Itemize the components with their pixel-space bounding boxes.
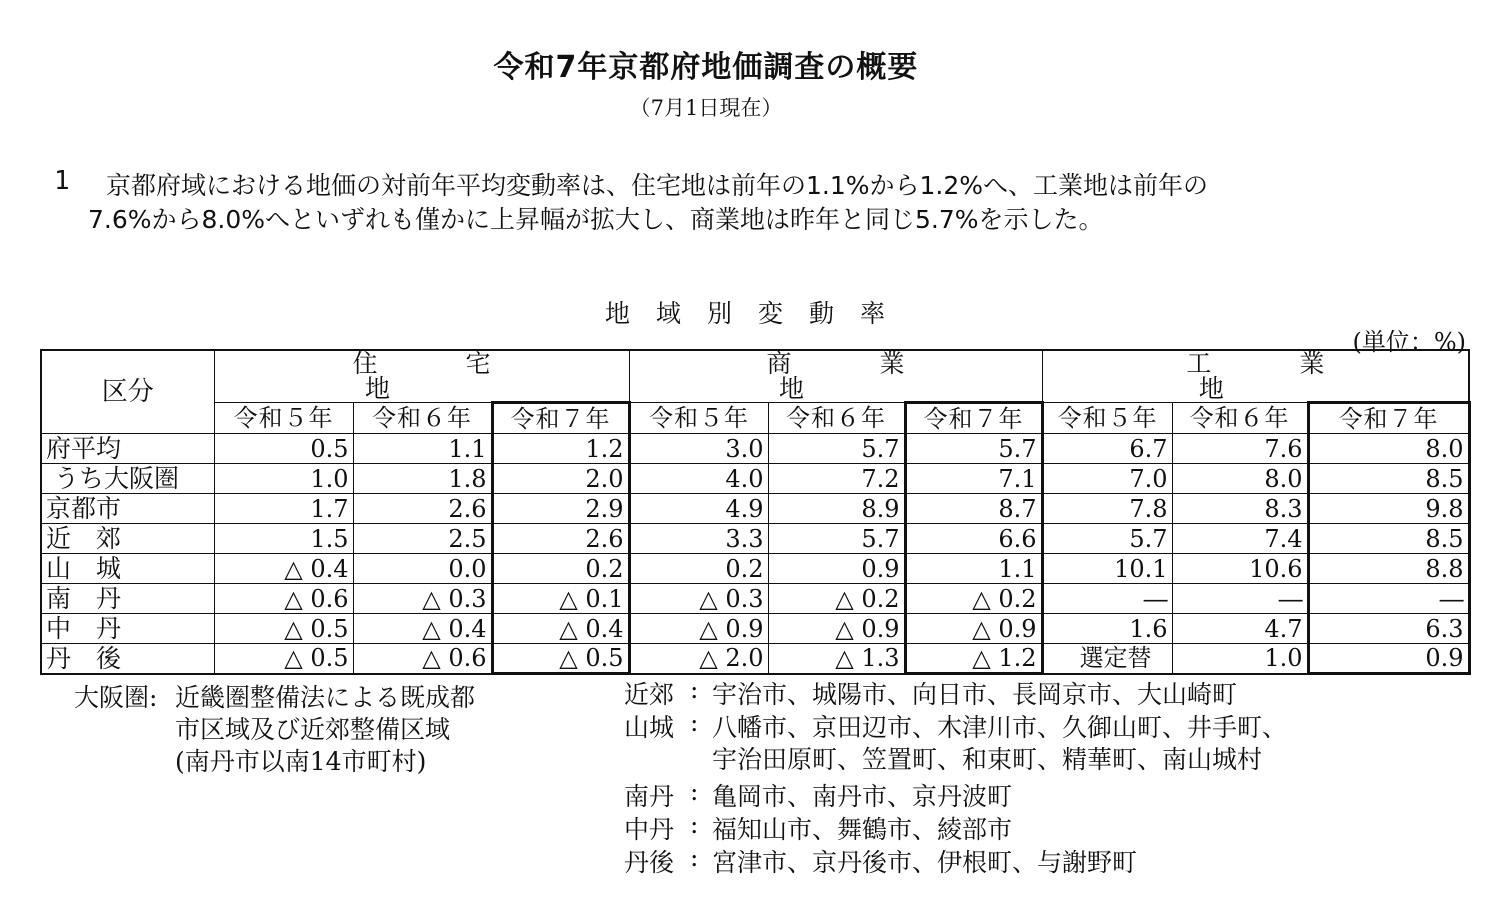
value-cell: 7.0 (1042, 464, 1172, 494)
value-cell: △ 0.4 (353, 614, 492, 644)
osaka-note-label: 大阪圏: (74, 683, 158, 712)
rate-table (40, 349, 1471, 675)
value-cell: 4.9 (629, 494, 768, 524)
year-header: 令和６年 (1172, 403, 1308, 434)
value-cell: 6.6 (905, 524, 1042, 554)
area-colon: : (690, 708, 699, 737)
value-cell: 8.5 (1308, 464, 1469, 494)
value-cell: 0.0 (353, 554, 492, 584)
table-row (41, 584, 1469, 614)
year-header: 令和７年 (492, 403, 629, 434)
summary-number: 1 (54, 166, 70, 196)
year-header: 令和７年 (905, 403, 1042, 434)
page-title: 令和7年京都府地価調査の概要 (493, 50, 919, 85)
area-list-chutan: 福知山市、舞鶴市、綾部市 (712, 815, 1013, 844)
group-header-row (41, 350, 1469, 403)
group-header-residential: 住宅地 (214, 350, 629, 403)
value-cell: △ 0.3 (353, 584, 492, 614)
value-cell: 8.7 (905, 494, 1042, 524)
value-cell: 8.3 (1172, 494, 1308, 524)
value-cell: △ 0.2 (768, 584, 905, 614)
value-cell: 8.5 (1308, 524, 1469, 554)
value-cell: 2.6 (353, 494, 492, 524)
value-cell: 5.7 (905, 434, 1042, 464)
year-header: 令和５年 (1042, 403, 1172, 434)
area-list-tango: 宮津市、京丹後市、伊根町、与謝野町 (712, 848, 1138, 877)
row-label: 山 城 (41, 554, 214, 584)
area-colon: : (690, 810, 699, 839)
group-header-industrial: 工業地 (1042, 350, 1469, 403)
year-header: 令和７年 (1308, 403, 1469, 434)
value-cell: △ 0.5 (492, 644, 629, 674)
value-cell: 10.6 (1172, 554, 1308, 584)
value-cell: 2.6 (492, 524, 629, 554)
area-name-nantan: 南丹 (624, 782, 675, 811)
unit-label: (単位：%) (1352, 328, 1466, 356)
value-cell: △ 0.5 (214, 644, 353, 674)
year-header: 令和５年 (214, 403, 353, 434)
table-title-char: 率 (860, 299, 886, 328)
area-name-tango: 丹後 (624, 848, 675, 877)
row-label: 京都市 (41, 494, 214, 524)
value-cell: △ 0.9 (768, 614, 905, 644)
value-cell: 8.0 (1308, 434, 1469, 464)
value-cell: △ 0.9 (905, 614, 1042, 644)
value-cell: 2.5 (353, 524, 492, 554)
value-cell: 1.8 (353, 464, 492, 494)
value-cell: 6.7 (1042, 434, 1172, 464)
value-cell: 7.4 (1172, 524, 1308, 554)
area-colon: : (690, 843, 699, 872)
corner-cell: 区分 (41, 350, 214, 434)
row-label: 丹 後 (41, 644, 214, 674)
value-cell: 2.0 (492, 464, 629, 494)
value-cell: 7.6 (1172, 434, 1308, 464)
value-cell: △ 0.2 (905, 584, 1042, 614)
table-row (41, 644, 1469, 674)
value-cell: △ 0.1 (492, 584, 629, 614)
value-cell: ― (1172, 584, 1308, 614)
table-row (41, 464, 1469, 494)
table-row (41, 494, 1469, 524)
value-cell: △ 0.9 (629, 614, 768, 644)
summary-line-1: 京都府域における地価の対前年平均変動率は、住宅地は前年の1.1%から1.2%へ、工業地は前年の (106, 171, 1209, 200)
value-cell: △ 0.5 (214, 614, 353, 644)
value-cell: 1.6 (1042, 614, 1172, 644)
area-list-yamashiro: 八幡市、京田辺市、木津川市、久御山町、井手町、 (712, 713, 1288, 742)
value-cell: △ 2.0 (629, 644, 768, 674)
group-header-commercial: 商業地 (629, 350, 1042, 403)
value-cell: 5.7 (768, 524, 905, 554)
table-row (41, 434, 1469, 464)
value-cell: 2.9 (492, 494, 629, 524)
value-cell: 6.3 (1308, 614, 1469, 644)
area-name-chutan: 中丹 (624, 815, 675, 844)
year-header-row (41, 403, 1469, 434)
value-cell: 1.5 (214, 524, 353, 554)
value-cell: 0.5 (214, 434, 353, 464)
value-cell: 7.2 (768, 464, 905, 494)
table-title-char: 別 (706, 299, 732, 328)
year-header: 令和５年 (629, 403, 768, 434)
year-header: 令和６年 (768, 403, 905, 434)
value-cell: 5.7 (1042, 524, 1172, 554)
value-cell: 7.1 (905, 464, 1042, 494)
row-label: 近 郊 (41, 524, 214, 554)
value-cell: 5.7 (768, 434, 905, 464)
value-cell: △ 1.3 (768, 644, 905, 674)
area-name-yamashiro: 山城 (624, 713, 675, 742)
value-cell: 0.2 (492, 554, 629, 584)
area-list-nantan: 亀岡市、南丹市、京丹波町 (712, 782, 1013, 811)
value-cell: △ 0.4 (214, 554, 353, 584)
value-cell: 1.2 (492, 434, 629, 464)
value-cell: 0.2 (629, 554, 768, 584)
value-cell: △ 0.6 (353, 644, 492, 674)
page-subtitle: （7月1日現在） (629, 96, 783, 120)
value-cell: 1.0 (214, 464, 353, 494)
value-cell: 0.9 (1308, 644, 1469, 674)
value-cell: △ 0.3 (629, 584, 768, 614)
value-cell: ― (1308, 584, 1469, 614)
value-cell: 1.0 (1172, 644, 1308, 674)
row-label: 南 丹 (41, 584, 214, 614)
area-list-kinko: 宇治市、城陽市、向日市、長岡京市、大山崎町 (712, 680, 1238, 709)
rate-table-body (41, 350, 1469, 674)
value-cell: 8.8 (1308, 554, 1469, 584)
year-header: 令和６年 (353, 403, 492, 434)
table-title (0, 294, 1490, 330)
table-row (41, 614, 1469, 644)
value-cell: 8.0 (1172, 464, 1308, 494)
value-cell: 8.9 (768, 494, 905, 524)
value-cell: △ 0.6 (214, 584, 353, 614)
value-cell: 1.1 (353, 434, 492, 464)
value-cell: 7.8 (1042, 494, 1172, 524)
osaka-note-line: 近畿圏整備法による既成都 (175, 683, 476, 712)
value-cell: △ 0.4 (492, 614, 629, 644)
value-cell: 4.7 (1172, 614, 1308, 644)
table-title-char: 動 (809, 299, 835, 328)
value-cell: ― (1042, 584, 1172, 614)
value-cell: 0.9 (768, 554, 905, 584)
table-row (41, 554, 1469, 584)
value-cell: 1.7 (214, 494, 353, 524)
value-cell: 9.8 (1308, 494, 1469, 524)
area-name-kinko: 近郊 (624, 680, 675, 709)
summary-line-2: 7.6%から8.0%へといずれも僅かに上昇幅が拡大し、商業地は昨年と同じ5.7%を示した。 (88, 205, 1104, 234)
value-cell: 選定替 (1042, 644, 1172, 674)
table-title-char: 域 (655, 299, 681, 328)
osaka-note-line: 市区域及び近郊整備区域 (175, 715, 451, 744)
row-label: 中 丹 (41, 614, 214, 644)
area-colon: : (690, 777, 699, 806)
area-list-yamashiro-2: 宇治田原町、笠置町、和束町、精華町、南山城村 (712, 745, 1263, 774)
value-cell: 10.1 (1042, 554, 1172, 584)
table-row (41, 524, 1469, 554)
value-cell: △ 1.2 (905, 644, 1042, 674)
value-cell: 4.0 (629, 464, 768, 494)
table-title-char: 変 (758, 299, 784, 328)
value-cell: 1.1 (905, 554, 1042, 584)
row-label: 府平均 (41, 434, 214, 464)
table-title-char: 地 (604, 299, 630, 328)
osaka-note-line: (南丹市以南14市町村) (175, 747, 427, 776)
area-colon: : (690, 675, 699, 704)
row-label: うち大阪圏 (41, 464, 214, 494)
value-cell: 3.3 (629, 524, 768, 554)
value-cell: 3.0 (629, 434, 768, 464)
